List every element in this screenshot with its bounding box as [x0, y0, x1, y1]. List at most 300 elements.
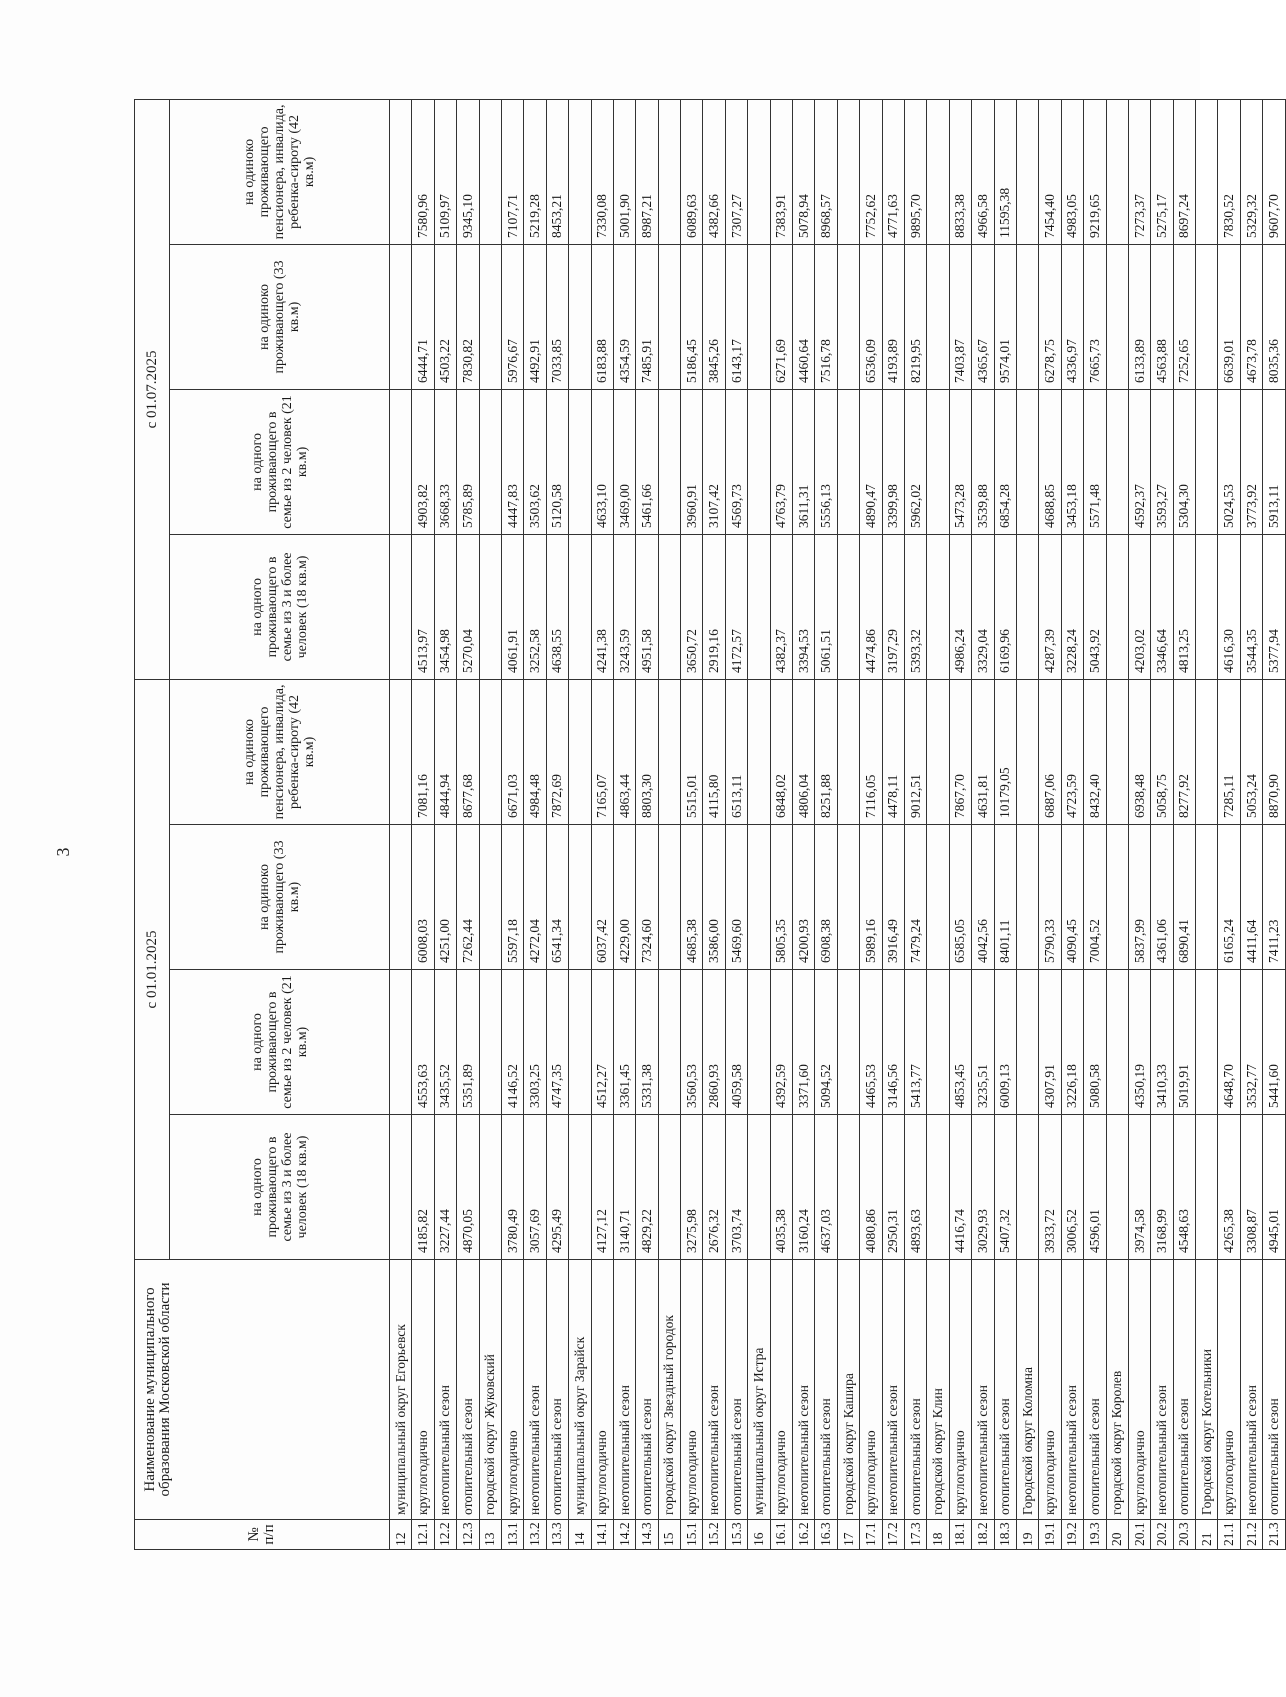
- table-row: [457, 99, 479, 1549]
- value-cell: 5120,58: [546, 389, 568, 534]
- row-name: отопительный сезон: [1173, 1260, 1195, 1520]
- value-cell: 8277,92: [1173, 679, 1195, 824]
- value-cell: 5837,99: [1128, 825, 1150, 970]
- value-cell: 10179,05: [994, 679, 1016, 824]
- value-cell: 8251,88: [815, 679, 837, 824]
- value-cell: 8432,40: [1084, 679, 1106, 824]
- value-cell: 4241,38: [591, 534, 613, 679]
- table-row: [837, 99, 859, 1549]
- value-cell: [569, 679, 591, 824]
- value-cell: 3243,59: [613, 534, 635, 679]
- value-cell: 4307,91: [1039, 970, 1061, 1115]
- row-name: отопительный сезон: [636, 1260, 658, 1520]
- value-cell: 8833,38: [949, 99, 971, 244]
- value-cell: 4061,91: [501, 534, 523, 679]
- row-name: неотопительный сезон: [793, 1260, 815, 1520]
- value-cell: 5393,32: [904, 534, 926, 679]
- value-cell: 3532,77: [1240, 970, 1262, 1115]
- value-cell: 5094,52: [815, 970, 837, 1115]
- value-cell: 6143,17: [725, 244, 747, 389]
- row-name: неотопительный сезон: [703, 1260, 725, 1520]
- value-cell: [927, 389, 949, 534]
- value-cell: [390, 679, 412, 824]
- row-number: 16.2: [793, 1520, 815, 1550]
- value-cell: [837, 99, 859, 244]
- row-name: отопительный сезон: [1084, 1260, 1106, 1520]
- value-cell: [1196, 825, 1218, 970]
- value-cell: [748, 534, 770, 679]
- value-cell: 5469,60: [725, 825, 747, 970]
- value-cell: 6278,75: [1039, 244, 1061, 389]
- value-cell: 3140,71: [613, 1115, 635, 1260]
- row-number: 14.3: [636, 1520, 658, 1550]
- value-cell: [479, 99, 501, 244]
- row-number: 15: [658, 1520, 680, 1550]
- value-cell: 5058,75: [1151, 679, 1173, 824]
- value-cell: 3394,53: [793, 534, 815, 679]
- value-cell: 7479,24: [904, 825, 926, 970]
- page-number: 3: [53, 847, 73, 857]
- value-cell: 4984,48: [524, 679, 546, 824]
- value-cell: [837, 679, 859, 824]
- row-number: 12.1: [412, 1520, 434, 1550]
- value-cell: [1016, 389, 1038, 534]
- row-number: 15.3: [725, 1520, 747, 1550]
- value-cell: [1196, 970, 1218, 1115]
- value-cell: 4945,01: [1263, 1115, 1285, 1260]
- row-name: отопительный сезон: [725, 1260, 747, 1520]
- value-cell: 4185,82: [412, 1115, 434, 1260]
- value-cell: [1196, 244, 1218, 389]
- table-row: [524, 99, 546, 1549]
- value-cell: 5790,33: [1039, 825, 1061, 970]
- row-number: 14.2: [613, 1520, 635, 1550]
- table-row: [1151, 99, 1173, 1549]
- value-cell: [1106, 389, 1128, 534]
- value-cell: 3611,31: [793, 389, 815, 534]
- value-cell: 8987,21: [636, 99, 658, 244]
- row-name: муниципальный округ Истра: [748, 1260, 770, 1520]
- value-cell: 7330,08: [591, 99, 613, 244]
- value-cell: 5329,32: [1240, 99, 1262, 244]
- value-cell: [569, 825, 591, 970]
- value-cell: 3346,64: [1151, 534, 1173, 679]
- value-cell: 5061,51: [815, 534, 837, 679]
- value-cell: 8968,57: [815, 99, 837, 244]
- row-number: 16.1: [770, 1520, 792, 1550]
- value-cell: [390, 99, 412, 244]
- row-name: неотопительный сезон: [613, 1260, 635, 1520]
- value-cell: [1016, 99, 1038, 244]
- value-cell: [1106, 99, 1128, 244]
- value-cell: 3399,98: [882, 389, 904, 534]
- value-cell: 11595,38: [994, 99, 1016, 244]
- value-cell: [748, 99, 770, 244]
- row-number: 20: [1106, 1520, 1128, 1550]
- value-cell: [658, 679, 680, 824]
- value-cell: [1106, 244, 1128, 389]
- value-cell: [569, 244, 591, 389]
- value-cell: 6854,28: [994, 389, 1016, 534]
- value-cell: 4673,78: [1240, 244, 1262, 389]
- value-cell: 4382,66: [703, 99, 725, 244]
- row-number: 16: [748, 1520, 770, 1550]
- value-cell: 3974,58: [1128, 1115, 1150, 1260]
- header-sub-8: на одиноко проживающего пенсионера, инвалида, ребенка-сироту (42 кв.м): [170, 99, 390, 244]
- row-name: отопительный сезон: [904, 1260, 926, 1520]
- value-cell: 6671,03: [501, 679, 523, 824]
- value-cell: 3228,24: [1061, 534, 1083, 679]
- value-cell: 4042,56: [972, 825, 994, 970]
- table-row: [479, 99, 501, 1549]
- value-cell: 4563,88: [1151, 244, 1173, 389]
- value-cell: 4688,85: [1039, 389, 1061, 534]
- value-cell: 7830,82: [457, 244, 479, 389]
- value-cell: 5989,16: [860, 825, 882, 970]
- value-cell: 6639,01: [1218, 244, 1240, 389]
- value-cell: 3227,44: [434, 1115, 456, 1260]
- value-cell: 7454,40: [1039, 99, 1061, 244]
- value-cell: 7665,73: [1084, 244, 1106, 389]
- value-cell: [658, 970, 680, 1115]
- value-cell: [837, 534, 859, 679]
- value-cell: 3329,04: [972, 534, 994, 679]
- value-cell: 5913,11: [1263, 389, 1285, 534]
- row-number: 21.3: [1263, 1520, 1285, 1550]
- value-cell: 2950,31: [882, 1115, 904, 1260]
- value-cell: 7830,52: [1218, 99, 1240, 244]
- row-number: 13.1: [501, 1520, 523, 1550]
- value-cell: 5001,90: [613, 99, 635, 244]
- table-header: [135, 99, 390, 1549]
- table-row: [1263, 99, 1285, 1549]
- value-cell: 3226,18: [1061, 970, 1083, 1115]
- value-cell: 4392,59: [770, 970, 792, 1115]
- value-cell: 4548,63: [1173, 1115, 1195, 1260]
- value-cell: [1106, 970, 1128, 1115]
- table-row: [1106, 99, 1128, 1549]
- value-cell: 5377,94: [1263, 534, 1285, 679]
- row-name: круглогодично: [501, 1260, 523, 1520]
- table-row: [412, 99, 434, 1549]
- value-cell: 4361,06: [1151, 825, 1173, 970]
- value-cell: 2919,16: [703, 534, 725, 679]
- row-number: 20.2: [1151, 1520, 1173, 1550]
- table-row: [703, 99, 725, 1549]
- value-cell: [1106, 825, 1128, 970]
- value-cell: 6169,96: [994, 534, 1016, 679]
- value-cell: 8803,30: [636, 679, 658, 824]
- value-cell: 7383,91: [770, 99, 792, 244]
- value-cell: [479, 825, 501, 970]
- value-cell: 6037,42: [591, 825, 613, 970]
- row-name: круглогодично: [949, 1260, 971, 1520]
- value-cell: 6585,05: [949, 825, 971, 970]
- value-cell: 3410,33: [1151, 970, 1173, 1115]
- value-cell: 3773,92: [1240, 389, 1262, 534]
- value-cell: [1016, 679, 1038, 824]
- value-cell: [927, 970, 949, 1115]
- table-row: [994, 99, 1016, 1549]
- row-number: 14: [569, 1520, 591, 1550]
- table-row: [390, 99, 412, 1549]
- value-cell: 3235,51: [972, 970, 994, 1115]
- table-row: [501, 99, 523, 1549]
- value-cell: 3668,33: [434, 389, 456, 534]
- value-cell: 9345,10: [457, 99, 479, 244]
- value-cell: 7872,69: [546, 679, 568, 824]
- value-cell: 4127,12: [591, 1115, 613, 1260]
- value-cell: [1196, 99, 1218, 244]
- value-cell: [479, 389, 501, 534]
- value-cell: 8035,36: [1263, 244, 1285, 389]
- row-name: Городской округ Коломна: [1016, 1260, 1038, 1520]
- header-col-name: Наименование муниципального образования Московской области: [135, 1260, 390, 1520]
- table-row: [569, 99, 591, 1549]
- value-cell: 6536,09: [860, 244, 882, 389]
- row-name: неотопительный сезон: [972, 1260, 994, 1520]
- value-cell: 4637,03: [815, 1115, 837, 1260]
- header-period-1: с 01.01.2025: [135, 679, 170, 1259]
- value-cell: 7116,05: [860, 679, 882, 824]
- value-cell: 4813,25: [1173, 534, 1195, 679]
- value-cell: 3057,69: [524, 1115, 546, 1260]
- table-row: [1084, 99, 1106, 1549]
- row-name: городской округ Звездный городок: [658, 1260, 680, 1520]
- row-name: неотопительный сезон: [1151, 1260, 1173, 1520]
- value-cell: 3916,49: [882, 825, 904, 970]
- value-cell: [1016, 825, 1038, 970]
- value-cell: 8677,68: [457, 679, 479, 824]
- value-cell: 7403,87: [949, 244, 971, 389]
- value-cell: 2676,32: [703, 1115, 725, 1260]
- row-number: 18.3: [994, 1520, 1016, 1550]
- table-row: [748, 99, 770, 1549]
- value-cell: 4569,73: [725, 389, 747, 534]
- value-cell: 4287,39: [1039, 534, 1061, 679]
- value-cell: [1106, 534, 1128, 679]
- value-cell: 5109,97: [434, 99, 456, 244]
- value-cell: [479, 679, 501, 824]
- value-cell: 4903,82: [412, 389, 434, 534]
- value-cell: 8219,95: [904, 244, 926, 389]
- value-cell: 4447,83: [501, 389, 523, 534]
- value-cell: 6183,88: [591, 244, 613, 389]
- row-number: 19: [1016, 1520, 1038, 1550]
- row-number: 18: [927, 1520, 949, 1550]
- value-cell: 3703,74: [725, 1115, 747, 1260]
- value-cell: 7262,44: [457, 825, 479, 970]
- value-cell: 3960,91: [681, 389, 703, 534]
- value-cell: [658, 99, 680, 244]
- row-number: 20.3: [1173, 1520, 1195, 1550]
- value-cell: 4983,05: [1061, 99, 1083, 244]
- header-sub-1: на одного проживающего в семье из 3 и более человек (18 кв.м): [170, 1115, 390, 1260]
- value-cell: [1196, 1115, 1218, 1260]
- value-cell: 3371,60: [793, 970, 815, 1115]
- value-cell: 6444,71: [412, 244, 434, 389]
- value-cell: [658, 1115, 680, 1260]
- header-sub-2: на одного проживающего в семье из 2 человек (21 кв.м): [170, 970, 390, 1115]
- value-cell: 7004,52: [1084, 825, 1106, 970]
- value-cell: 4723,59: [1061, 679, 1083, 824]
- value-cell: [479, 1115, 501, 1260]
- row-name: неотопительный сезон: [1240, 1260, 1262, 1520]
- value-cell: 3780,49: [501, 1115, 523, 1260]
- value-cell: 4616,30: [1218, 534, 1240, 679]
- row-number: 17: [837, 1520, 859, 1550]
- value-cell: 4492,91: [524, 244, 546, 389]
- value-cell: 3453,18: [1061, 389, 1083, 534]
- value-cell: [927, 244, 949, 389]
- value-cell: 3593,27: [1151, 389, 1173, 534]
- value-cell: 3107,42: [703, 389, 725, 534]
- row-name: отопительный сезон: [1263, 1260, 1285, 1520]
- table-row: [1173, 99, 1195, 1549]
- table-row: [546, 99, 568, 1549]
- value-cell: 4059,58: [725, 970, 747, 1115]
- value-cell: 5571,48: [1084, 389, 1106, 534]
- value-cell: 4115,80: [703, 679, 725, 824]
- value-cell: 4411,64: [1240, 825, 1262, 970]
- row-number: 18.2: [972, 1520, 994, 1550]
- value-cell: 4592,37: [1128, 389, 1150, 534]
- table-row: [793, 99, 815, 1549]
- value-cell: 4513,97: [412, 534, 434, 679]
- table-row: [972, 99, 994, 1549]
- value-cell: 3544,35: [1240, 534, 1262, 679]
- value-cell: [658, 534, 680, 679]
- row-number: 17.3: [904, 1520, 926, 1550]
- value-cell: [927, 825, 949, 970]
- value-cell: 3168,99: [1151, 1115, 1173, 1260]
- row-number: 12.2: [434, 1520, 456, 1550]
- table-body: [390, 99, 1286, 1549]
- value-cell: 5331,38: [636, 970, 658, 1115]
- value-cell: 3503,62: [524, 389, 546, 534]
- header-sub-7: на одиноко проживающего (33 кв.м): [170, 244, 390, 389]
- value-cell: 9219,65: [1084, 99, 1106, 244]
- value-cell: [658, 825, 680, 970]
- value-cell: 4951,58: [636, 534, 658, 679]
- value-cell: 7107,71: [501, 99, 523, 244]
- value-cell: [390, 970, 412, 1115]
- value-cell: 4474,86: [860, 534, 882, 679]
- row-name: круглогодично: [1218, 1260, 1240, 1520]
- value-cell: 9895,70: [904, 99, 926, 244]
- value-cell: 5275,17: [1151, 99, 1173, 244]
- value-cell: 5441,60: [1263, 970, 1285, 1115]
- row-name: неотопительный сезон: [1061, 1260, 1083, 1520]
- row-number: 13.3: [546, 1520, 568, 1550]
- header-col-no: № п/п: [135, 1520, 390, 1550]
- table-row: [815, 99, 837, 1549]
- value-cell: [927, 99, 949, 244]
- row-name: муниципальный округ Зарайск: [569, 1260, 591, 1520]
- row-name: отопительный сезон: [815, 1260, 837, 1520]
- value-cell: 3308,87: [1240, 1115, 1262, 1260]
- table-row: [591, 99, 613, 1549]
- table-row: [770, 99, 792, 1549]
- value-cell: [569, 99, 591, 244]
- row-name: отопительный сезон: [546, 1260, 568, 1520]
- value-cell: 3029,93: [972, 1115, 994, 1260]
- value-cell: 3275,98: [681, 1115, 703, 1260]
- table-row: [904, 99, 926, 1549]
- value-cell: 4193,89: [882, 244, 904, 389]
- value-cell: [1016, 970, 1038, 1115]
- tariff-table: [134, 99, 1286, 1550]
- value-cell: 3146,56: [882, 970, 904, 1115]
- value-cell: [569, 1115, 591, 1260]
- value-cell: [569, 389, 591, 534]
- value-cell: 7165,07: [591, 679, 613, 824]
- value-cell: 4265,38: [1218, 1115, 1240, 1260]
- row-number: 17.1: [860, 1520, 882, 1550]
- value-cell: [1196, 389, 1218, 534]
- row-name: неотопительный сезон: [434, 1260, 456, 1520]
- value-cell: 4478,11: [882, 679, 904, 824]
- value-cell: 4512,27: [591, 970, 613, 1115]
- value-cell: [748, 1115, 770, 1260]
- row-name: круглогодично: [591, 1260, 613, 1520]
- value-cell: 4986,24: [949, 534, 971, 679]
- table-row: [1128, 99, 1150, 1549]
- value-cell: 6009,13: [994, 970, 1016, 1115]
- value-cell: [837, 244, 859, 389]
- value-cell: 4829,22: [636, 1115, 658, 1260]
- value-cell: 7273,37: [1128, 99, 1150, 244]
- table-row: [1240, 99, 1262, 1549]
- value-cell: 4863,44: [613, 679, 635, 824]
- value-cell: 8697,24: [1173, 99, 1195, 244]
- value-cell: [927, 679, 949, 824]
- value-cell: 4631,81: [972, 679, 994, 824]
- row-name: неотопительный сезон: [882, 1260, 904, 1520]
- value-cell: 4638,55: [546, 534, 568, 679]
- value-cell: [748, 244, 770, 389]
- value-cell: 4350,19: [1128, 970, 1150, 1115]
- value-cell: 4853,45: [949, 970, 971, 1115]
- value-cell: 7580,96: [412, 99, 434, 244]
- value-cell: [479, 244, 501, 389]
- value-cell: 5473,28: [949, 389, 971, 534]
- value-cell: 5556,13: [815, 389, 837, 534]
- row-number: 21.2: [1240, 1520, 1262, 1550]
- value-cell: 6938,48: [1128, 679, 1150, 824]
- value-cell: [748, 825, 770, 970]
- value-cell: 3435,52: [434, 970, 456, 1115]
- value-cell: 6271,69: [770, 244, 792, 389]
- row-number: 19.3: [1084, 1520, 1106, 1550]
- value-cell: 5019,91: [1173, 970, 1195, 1115]
- value-cell: 5186,45: [681, 244, 703, 389]
- value-cell: 5080,58: [1084, 970, 1106, 1115]
- table-row: [860, 99, 882, 1549]
- table-row: [613, 99, 635, 1549]
- row-name: отопительный сезон: [994, 1260, 1016, 1520]
- row-number: 14.1: [591, 1520, 613, 1550]
- value-cell: 4382,37: [770, 534, 792, 679]
- value-cell: 6541,34: [546, 825, 568, 970]
- value-cell: 4806,04: [793, 679, 815, 824]
- row-number: 15.2: [703, 1520, 725, 1550]
- value-cell: 4596,01: [1084, 1115, 1106, 1260]
- value-cell: [837, 389, 859, 534]
- row-name: круглогодично: [412, 1260, 434, 1520]
- row-name: городской округ Кашира: [837, 1260, 859, 1520]
- row-number: 19.2: [1061, 1520, 1083, 1550]
